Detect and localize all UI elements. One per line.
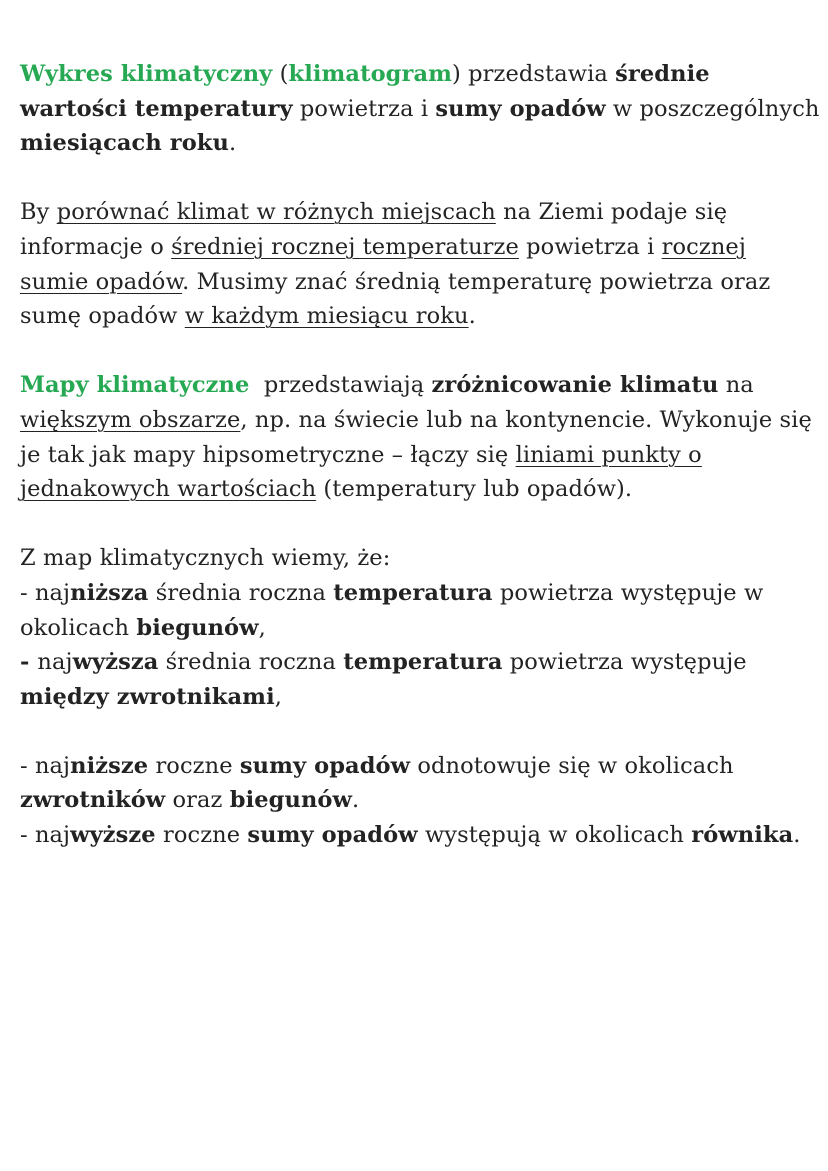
bold-text: wyższe (70, 822, 156, 849)
paragraph-intro (20, 541, 820, 576)
text: . (468, 303, 476, 330)
text: naj (37, 649, 73, 676)
text: odnotowuje się w okolicach (410, 752, 734, 779)
text: średnia roczna (148, 579, 334, 606)
text: na Ziemi podaje się informacje o (20, 199, 728, 260)
text: - naj (20, 752, 71, 779)
term-wykres-klimatyczny: Wykres klimatyczny (20, 61, 273, 87)
bold-text: wyższa (72, 649, 159, 676)
text: . (793, 822, 801, 849)
bold-text: między zwrotnikami (20, 683, 275, 710)
text: powietrza i (518, 233, 662, 260)
text: w poszczególnych (605, 95, 820, 122)
term-mapy-klimatyczne: Mapy klimatyczne (20, 372, 250, 399)
bold-text: zróżnicowanie klimatu (431, 372, 719, 399)
text: , (274, 683, 282, 710)
list-item-precipitation-high (20, 818, 820, 853)
term-klimatogram: klimatogram (288, 61, 453, 87)
bold-text: sumy opadów (239, 752, 411, 779)
bold-text: równika (691, 822, 794, 849)
bold-text: sumy opadów (435, 95, 606, 122)
list-item-precipitation-low (20, 749, 820, 818)
paragraph-porownanie (20, 195, 820, 333)
text: . (228, 130, 237, 157)
document-page (20, 57, 820, 853)
paragraph-mapy-klimatyczne (20, 368, 820, 506)
bold-text: średnie wartości temperatury (20, 61, 710, 122)
text: . (352, 787, 360, 814)
text: - naj (20, 822, 71, 849)
text: powietrza występuje w okolicach (20, 579, 764, 641)
text: powietrza występuje (502, 649, 747, 676)
text: . Musimy znać średnią temperaturę powietrza oraz sumę opadów (20, 268, 771, 330)
bold-text: temperatura (343, 649, 503, 676)
text: oraz (165, 787, 230, 814)
underlined-text: średniej rocznej temperaturze (171, 233, 519, 260)
underlined-text: w każdym miesiącu roku (184, 303, 469, 330)
text: ( (272, 61, 289, 87)
text: średnia roczna (158, 649, 344, 676)
bold-text: zwrotników (20, 787, 166, 814)
text: występują w okolicach (417, 822, 692, 849)
underlined-text: liniami punkty o jednakowych wartościach (20, 441, 702, 503)
text: powietrza i (292, 95, 436, 122)
text: , np. na świecie lub na kontynencie. Wykonuje się je tak jak mapy hipsometryczne – łączy się (20, 406, 812, 468)
bold-text: sumy opadów (247, 822, 418, 849)
underlined-text: większym obszarze (20, 406, 241, 433)
list-item-temperature-high (20, 645, 820, 714)
text: roczne (148, 752, 240, 779)
bold-text: biegunów (136, 614, 259, 641)
bold-text: niższa (70, 579, 149, 606)
bold-text: miesiącach roku (20, 130, 229, 157)
bold-text: biegunów (229, 787, 352, 814)
text: Z map klimatycznych wiemy, że: (20, 545, 391, 572)
text: , (258, 614, 266, 641)
bold-text: temperatura (333, 579, 493, 606)
text: - naj (20, 579, 71, 606)
underlined-text: porównać klimat w różnych miejscach (56, 199, 496, 226)
underlined-text: rocznej sumie opadów (20, 233, 746, 295)
list-item-temperature-low (20, 576, 820, 645)
text: (temperatury lub opadów). (316, 476, 633, 503)
text: przedstawiają (249, 372, 432, 399)
paragraph-klimatogram (20, 57, 820, 161)
bold-text: niższe (70, 752, 149, 779)
text: By (20, 199, 57, 226)
text: roczne (155, 822, 248, 849)
text: ) przedstawia (452, 61, 616, 87)
bold-text: - (20, 649, 38, 676)
text: na (718, 372, 754, 399)
